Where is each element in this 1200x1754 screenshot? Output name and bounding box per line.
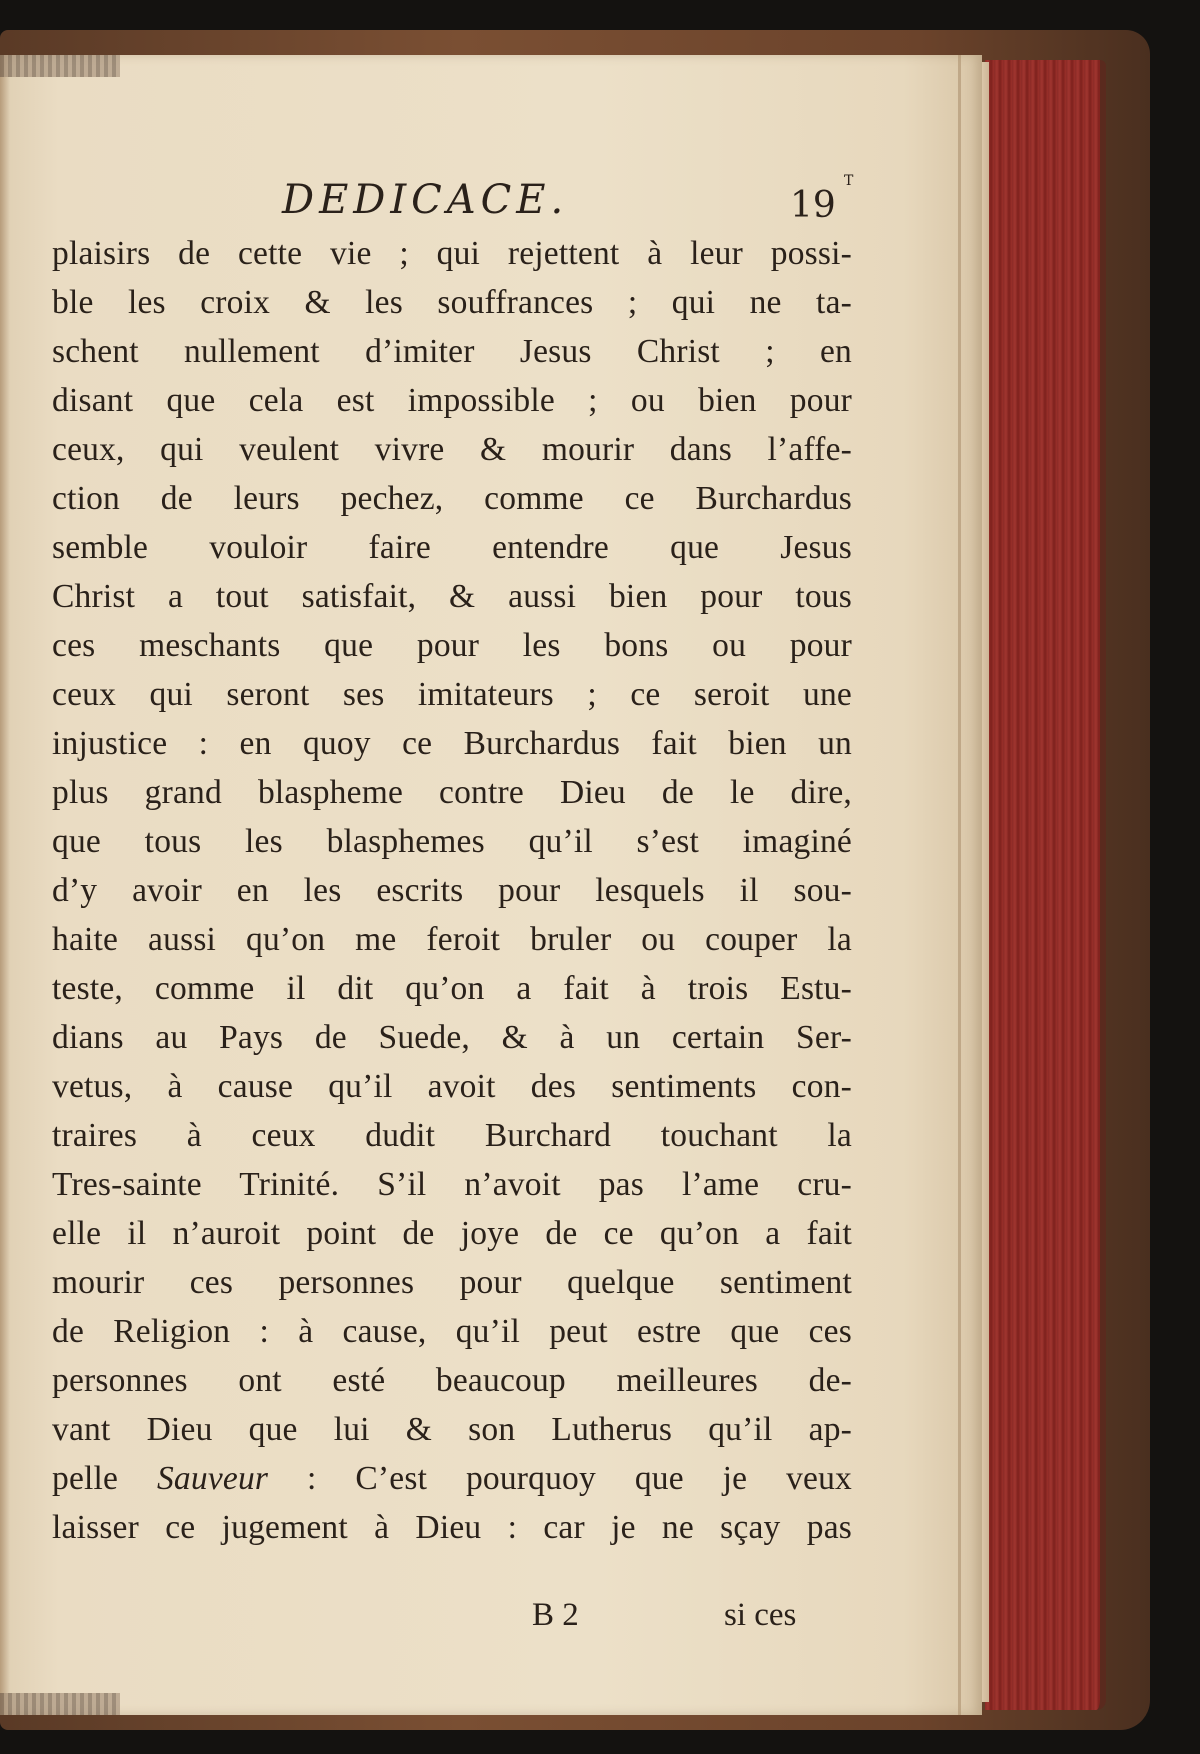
text-line: personnes ont esté beaucoup meilleures de- bbox=[52, 1362, 852, 1399]
folio-mark: T bbox=[844, 173, 854, 189]
text-line: de Religion : à cause, qu’il peut estre que ces bbox=[52, 1313, 852, 1350]
catchword: si ces bbox=[724, 1597, 797, 1633]
text-line: ceux qui seront ses imitateurs ; ce seroit une bbox=[52, 676, 852, 713]
text-line: laisser ce jugement à Dieu : car je ne sçay pas bbox=[52, 1509, 852, 1546]
text-line: disant que cela est impossible ; ou bien pour bbox=[52, 382, 852, 419]
text-line: traires à ceux dudit Burchard touchant la bbox=[52, 1117, 852, 1154]
book-page bbox=[0, 55, 982, 1715]
text-line: mourir ces personnes pour quelque sentiment bbox=[52, 1264, 852, 1301]
text-line: ces meschants que pour les bons ou pour bbox=[52, 627, 852, 664]
text-line: vant Dieu que lui & son Lutherus qu’il ap- bbox=[52, 1411, 852, 1448]
page-number: 19 bbox=[790, 185, 836, 226]
text-line-with-italic bbox=[52, 1454, 852, 1503]
text-line: d’y avoir en les escrits pour lesquels il sou- bbox=[52, 872, 852, 909]
running-head-title: DEDICACE. bbox=[282, 177, 569, 223]
text-line: vetus, à cause qu’il avoit des sentiments con- bbox=[52, 1068, 852, 1105]
text-line: ceux, qui veulent vivre & mourir dans l’affe- bbox=[52, 431, 852, 468]
text-line: Tres-sainte Trinité. S’il n’avoit pas l’ame cru- bbox=[52, 1166, 852, 1203]
running-head bbox=[52, 175, 852, 225]
text-line-prefix: pelle bbox=[52, 1460, 157, 1497]
text-line: Christ a tout satisfait, & aussi bien pour tous bbox=[52, 578, 852, 615]
text-line: plaisirs de cette vie ; qui rejettent à leur possi- bbox=[52, 235, 852, 272]
page-edge-line bbox=[958, 55, 961, 1715]
signature-mark: B 2 bbox=[532, 1597, 579, 1633]
body-text bbox=[52, 229, 852, 1552]
text-line: semble vouloir faire entendre que Jesus bbox=[52, 529, 852, 566]
text-line: que tous les blasphemes qu’il s’est imaginé bbox=[52, 823, 852, 860]
text-line: injustice : en quoy ce Burchardus fait bien un bbox=[52, 725, 852, 762]
text-line-suffix: : C’est pourquoy que je veux bbox=[268, 1460, 852, 1497]
text-line: teste, comme il dit qu’on a fait à trois Estu- bbox=[52, 970, 852, 1007]
page-footer bbox=[52, 1590, 852, 1640]
page-fore-edge bbox=[985, 60, 1106, 1710]
text-line: plus grand blaspheme contre Dieu de le dire, bbox=[52, 774, 852, 811]
text-line: ble les croix & les souffrances ; qui ne ta- bbox=[52, 284, 852, 321]
text-line: elle il n’auroit point de joye de ce qu’on a fait bbox=[52, 1215, 852, 1252]
gutter-shadow bbox=[0, 55, 10, 1715]
italic-word: Sauveur bbox=[156, 1460, 269, 1497]
text-line: haite aussi qu’on me feroit bruler ou couper la bbox=[52, 921, 852, 958]
text-line: dians au Pays de Suede, & à un certain Ser- bbox=[52, 1019, 852, 1056]
bottom-stitching bbox=[0, 1693, 120, 1715]
text-line: ction de leurs pechez, comme ce Burchardus bbox=[52, 480, 852, 517]
top-stitching bbox=[0, 55, 120, 77]
text-line: schent nullement d’imiter Jesus Christ ; en bbox=[52, 333, 852, 370]
